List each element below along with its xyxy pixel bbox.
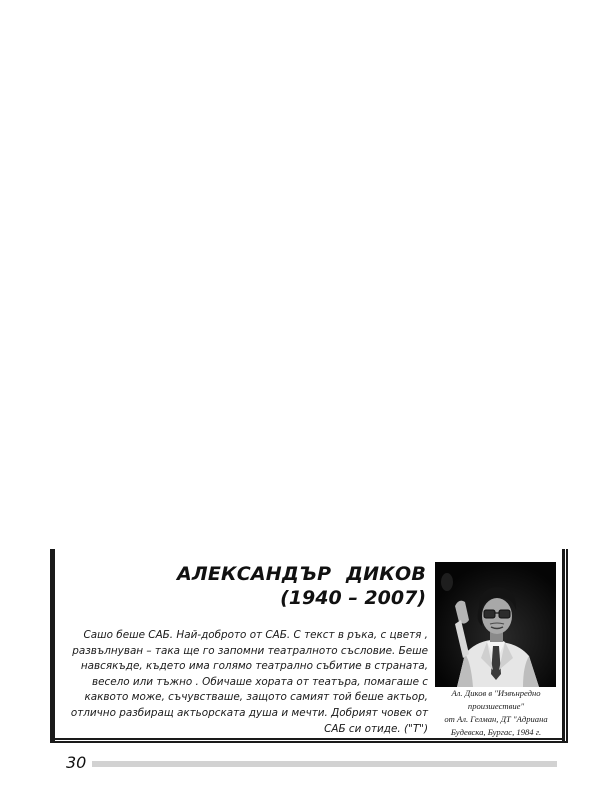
caption-line: от Ал. Гелман, ДТ "Адриана bbox=[444, 714, 548, 724]
caption-line: произшествие" bbox=[467, 701, 525, 711]
footer-rule bbox=[92, 761, 557, 767]
memorial-years: (1940 – 2007) bbox=[280, 587, 426, 609]
actor-photo-image bbox=[435, 562, 556, 687]
tribute-text: Сашо беше САБ. Най-доброто от САБ. С текст в ръка, с цветя , развълнуван – така ще го запомни театралното съсловие. Беше навсякъде, където има голямо театрално събитие в страната, весело или тъжно . Обичаше хората от театъра, помагаше с каквото може, съчувстваше, защото самият той беше актьор, отлично разбиращ актьорската душа и мечти. Добрият човек от САБ си отиде. ("Т") bbox=[70, 629, 428, 735]
photo-caption bbox=[428, 687, 564, 739]
actor-photo bbox=[435, 562, 556, 687]
frame-left-rule bbox=[52, 549, 55, 743]
caption-line: Будевска, Бургас, 1984 г. bbox=[450, 727, 542, 737]
caption-line: Ал. Диков в "Извънредно bbox=[451, 688, 541, 698]
page-number: 30 bbox=[66, 753, 87, 772]
memorial-name: АЛЕКСАНДЪР ДИКОВ bbox=[176, 563, 426, 585]
